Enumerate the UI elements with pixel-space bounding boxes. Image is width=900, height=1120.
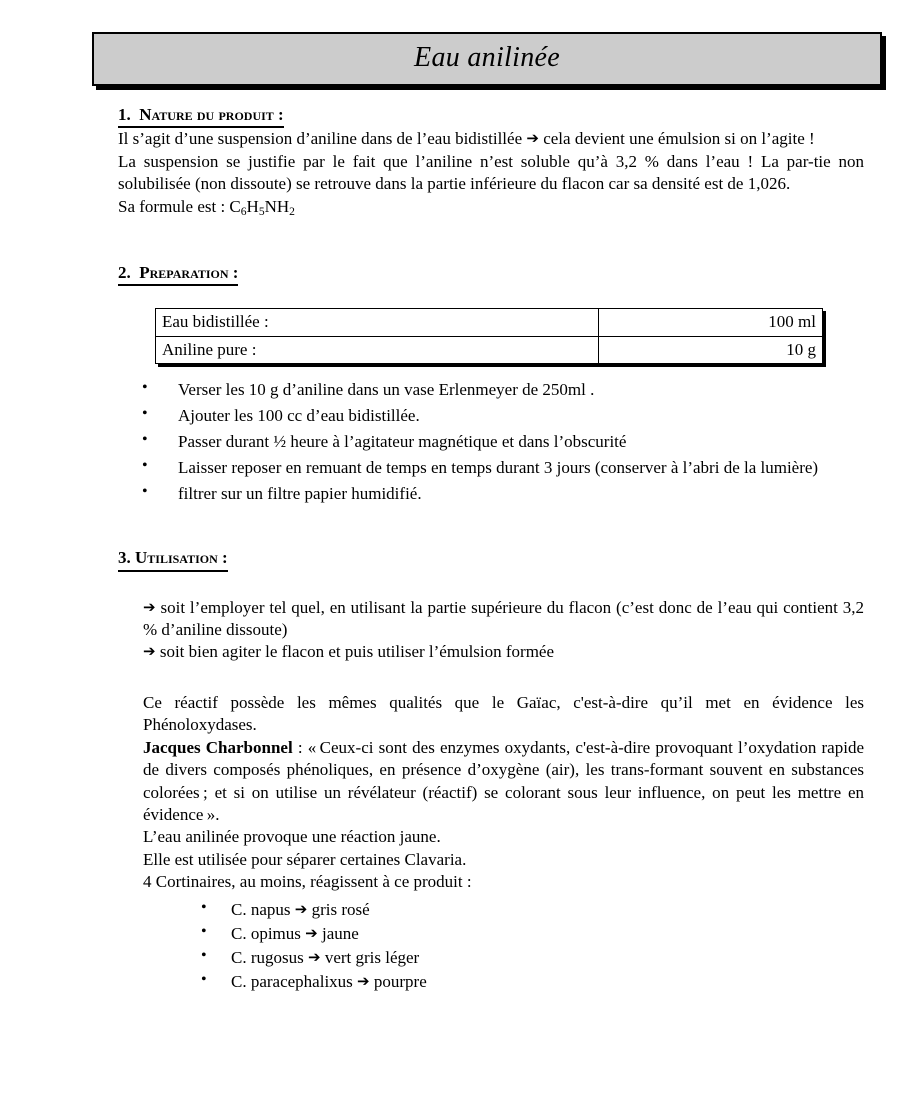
section-heading-3: 3. Utilisation : — [118, 547, 228, 571]
utilisation-options — [118, 597, 864, 664]
list-item: • Laisser reposer en remuant de temps en temps durant 3 jours (conserver à l’abri de la lumière) — [118, 456, 864, 479]
list-item — [143, 946, 864, 970]
paragraph-reactif: Ce réactif possède les mêmes qualités que le Gaïac, c'est-à-dire qu’il met en évidence les Phénoloxydases. — [143, 692, 864, 735]
section-utilisation — [118, 547, 864, 994]
ingredient-name: Eau bidistillée : — [156, 309, 599, 336]
paragraph-solubilite: La suspension se justifie par le fait que l’aniline n’est soluble qu’à 3,2 % dans l’eau ! La par-tie non solubilisée (non dissoute) se retrouve dans la partie inférieure du flacon car sa densité est de 1,026. — [118, 151, 864, 194]
utilisation-option-2-text: soit bien agiter le flacon et puis utiliser l’émulsion formée — [155, 642, 555, 662]
arrow-icon: ➔ — [143, 597, 156, 616]
table-row — [156, 309, 823, 336]
list-item: • Passer durant ½ heure à l’agitateur magnétique et dans l’obscurité — [118, 430, 864, 453]
paragraph-suspension-part2: cela devient une émulsion si on l’agite ! — [538, 129, 815, 149]
formule-label: Sa formule est : C — [118, 196, 241, 216]
list-item: • filtrer sur un filtre papier humidifié. — [118, 482, 864, 505]
species-result: pourpre — [369, 972, 427, 992]
list-item — [143, 898, 864, 922]
arrow-icon: ➔ — [357, 972, 370, 991]
paragraph-suspension — [118, 128, 864, 150]
page-title: Eau anilinée — [414, 42, 560, 73]
arrow-icon: ➔ — [305, 923, 318, 942]
utilisation-option-2 — [143, 641, 864, 663]
species-result: vert gris léger — [320, 948, 420, 968]
paragraph-reaction-jaune: L’eau anilinée provoque une réaction jaune. — [143, 827, 441, 847]
species-name: C. rugosus — [231, 948, 308, 968]
document-content — [118, 104, 864, 994]
paragraph-clavaria: Elle est utilisée pour séparer certaines Clavaria. — [143, 849, 467, 869]
paragraph-cortinaires: 4 Cortinaires, au moins, réagissent à ce produit : — [143, 872, 472, 892]
species-name: C. opimus — [231, 923, 306, 943]
preparation-steps-list — [118, 378, 864, 506]
utilisation-description — [118, 692, 864, 994]
section-preparation — [118, 262, 864, 505]
charbonnel-quote-text: : « Ceux-ci sont des enzymes oxydants, c'est-à-dire provoquant l’oxydation rapide de divers composés phénoliques, en présence d’oxygène (air), les trans-formant souvent en substances colorées ; et si on utilise un révélateur (réactif) se colorant sous leur influence, on peut les mettre en évidence ». — [143, 737, 864, 825]
arrow-icon: ➔ — [526, 129, 539, 148]
title-box — [92, 32, 882, 86]
section-nature-du-produit — [118, 104, 864, 218]
utilisation-option-1 — [143, 597, 864, 642]
arrow-icon: ➔ — [307, 948, 321, 967]
species-result: gris rosé — [307, 899, 370, 919]
formule-h: H — [246, 196, 259, 216]
section-heading-2: 2. Preparation : — [118, 262, 238, 286]
ingredients-table — [155, 308, 823, 364]
cortinaires-list — [143, 898, 864, 995]
utilisation-option-1-text: soit l’employer tel quel, en utilisant la partie supérieure du flacon (c’est donc de l’eau qui contient 3,2 % d’aniline dissoute) — [143, 597, 864, 639]
formule-sub-5: 5 — [258, 204, 265, 218]
author-name: Jacques Charbonnel — [143, 737, 293, 757]
document-title-banner — [92, 32, 882, 86]
ingredients-table-body — [156, 309, 823, 364]
paragraph-formule — [118, 196, 864, 218]
list-item: • Verser les 10 g d’aniline dans un vase Erlenmeyer de 250ml . — [118, 378, 864, 401]
list-item — [143, 970, 864, 994]
formule-sub-6: 6 — [240, 204, 247, 218]
list-item — [143, 922, 864, 946]
list-item: • Ajouter les 100 cc d’eau bidistillée. — [118, 404, 864, 427]
species-name: C. paracephalixus — [231, 972, 358, 992]
species-name: C. napus — [231, 899, 295, 919]
table-row — [156, 336, 823, 363]
arrow-icon: ➔ — [294, 899, 308, 918]
formule-nh: NH — [264, 196, 290, 216]
arrow-icon: ➔ — [143, 642, 156, 661]
paragraph-charbonnel-quote — [143, 737, 864, 827]
formule-sub-2: 2 — [289, 204, 295, 218]
paragraph-suspension-part1: Il s’agit d’une suspension d’aniline dans de l’eau bidistillée — [118, 129, 527, 149]
ingredients-table-wrap — [155, 308, 823, 364]
ingredient-quantity: 100 ml — [598, 309, 822, 336]
ingredient-quantity: 10 g — [598, 336, 822, 363]
section-heading-1: 1. Nature du produit : — [118, 104, 284, 128]
ingredient-name: Aniline pure : — [156, 336, 599, 363]
species-result: jaune — [317, 923, 359, 943]
